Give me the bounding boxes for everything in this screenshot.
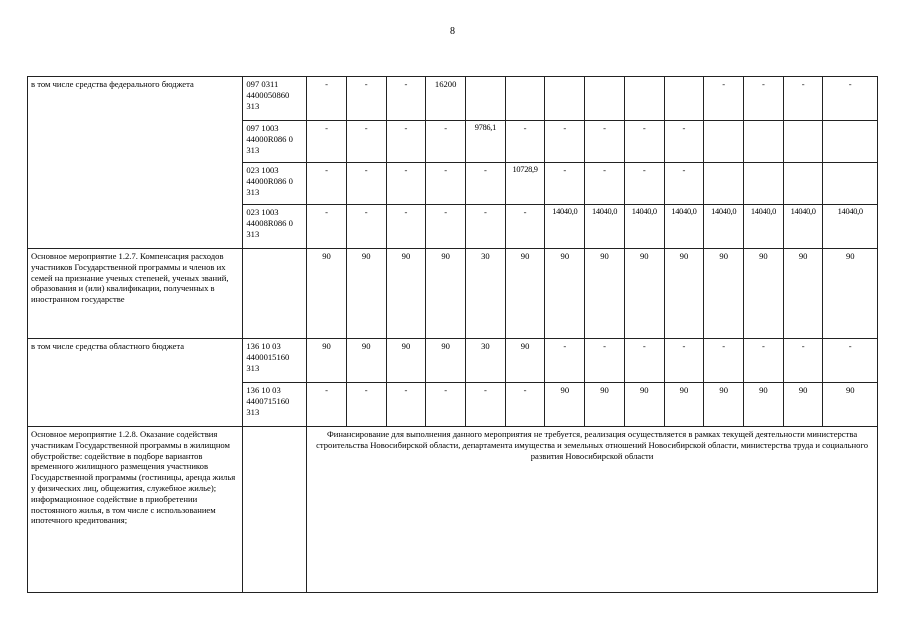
value-cell: 90 [545,249,585,339]
value-cell: 14040,0 [585,205,625,249]
value-cell: - [426,163,466,205]
value-cell: 90 [426,249,466,339]
value-cell: 90 [823,249,878,339]
page-number: 8 [450,26,455,37]
value-cell: - [346,205,386,249]
value-cell: - [346,163,386,205]
value-cell: 14040,0 [823,205,878,249]
value-cell: - [545,339,585,383]
value-cell: 90 [307,249,347,339]
value-cell: 90 [704,383,744,427]
value-cell: 90 [346,339,386,383]
value-cell [704,163,744,205]
value-cell: - [704,339,744,383]
value-cell: 90 [386,339,426,383]
row-label: Основное мероприятие 1.2.7. Компенсация расходов участников Государственной программы и членов их семей на признание ученых степеней, ученых званий, образования и (или) квалификации, полученных в иностранном государстве [28,249,243,339]
value-cell [585,77,625,121]
table-row [28,249,878,339]
value-cell: - [307,383,347,427]
value-cell: 14040,0 [704,205,744,249]
value-cell: - [624,163,664,205]
value-cell: - [664,339,704,383]
budget-code: 097 0311 4400050860 313 [243,77,307,121]
value-cell: - [505,383,545,427]
value-cell [664,77,704,121]
value-cell: - [624,121,664,163]
table-body [28,77,878,593]
row-label: в том числе средства федерального бюджета [28,77,243,249]
value-cell: 14040,0 [783,205,823,249]
value-cell [505,77,545,121]
value-cell: 90 [783,383,823,427]
value-cell: - [386,205,426,249]
value-cell: - [386,77,426,121]
value-cell: - [823,77,878,121]
value-cell: 90 [585,249,625,339]
value-cell: - [466,163,506,205]
value-cell: 90 [346,249,386,339]
value-cell: - [823,339,878,383]
value-cell: 90 [823,383,878,427]
value-cell: - [744,77,784,121]
value-cell: 14040,0 [545,205,585,249]
value-cell: - [585,163,625,205]
financing-note: Финансирование для выполнения данного мероприятия не требуется, реализация осуществляется в рамках текущей деятельности министерства строительства Новосибирской области, департамента имущества и земельных отношений Новосибирской области, министерства труда и социального развития Новосибирской области [307,427,878,593]
value-cell: 90 [744,383,784,427]
value-cell: - [466,205,506,249]
value-cell: 90 [664,383,704,427]
value-cell [823,163,878,205]
value-cell: - [426,383,466,427]
table-row [28,427,878,593]
value-cell: - [426,205,466,249]
value-cell: - [505,121,545,163]
value-cell: - [505,205,545,249]
value-cell: - [783,77,823,121]
value-cell: - [346,383,386,427]
value-cell: - [307,121,347,163]
budget-code: 023 1003 44008R086 0 313 [243,205,307,249]
row-label: в том числе средства областного бюджета [28,339,243,427]
value-cell: 90 [505,339,545,383]
value-cell [783,163,823,205]
value-cell: - [545,163,585,205]
budget-code: 136 10 03 4400715160 313 [243,383,307,427]
row-label: Основное мероприятие 1.2.8. Оказание содействия участникам Государственной программы в жилищном обустройстве: содействие в подборе вариантов временного жилищного размещения участников Государственной программы (гостиницы, аренда жилья у физических лиц, общежития, служебное жилье); информационное содействие в приобретении постоянного жилья, в том числе с использованием ипотечного кредитования; [28,427,243,593]
budget-code: 097 1003 44000R086 0 313 [243,121,307,163]
value-cell: 90 [704,249,744,339]
value-cell: - [307,77,347,121]
value-cell: 90 [783,249,823,339]
budget-table [27,76,878,593]
value-cell: 90 [505,249,545,339]
value-cell: 90 [386,249,426,339]
table-row [28,77,878,121]
value-cell [545,77,585,121]
value-cell: - [386,121,426,163]
budget-code: 136 10 03 4400015160 313 [243,339,307,383]
value-cell: - [426,121,466,163]
value-cell: - [307,163,347,205]
value-cell: - [466,383,506,427]
value-cell: - [704,77,744,121]
value-cell: 90 [426,339,466,383]
budget-code [243,427,307,593]
value-cell: 14040,0 [664,205,704,249]
value-cell: - [386,383,426,427]
value-cell: - [346,77,386,121]
value-cell: 16200 [426,77,466,121]
value-cell [466,77,506,121]
budget-code [243,249,307,339]
value-cell: 90 [664,249,704,339]
table-row [28,339,878,383]
value-cell: - [585,121,625,163]
value-cell [624,77,664,121]
value-cell: - [386,163,426,205]
value-cell: 30 [466,339,506,383]
value-cell: 14040,0 [744,205,784,249]
value-cell [783,121,823,163]
value-cell: 30 [466,249,506,339]
value-cell: - [744,339,784,383]
value-cell [744,163,784,205]
value-cell [704,121,744,163]
value-cell [744,121,784,163]
budget-code: 023 1003 44000R086 0 313 [243,163,307,205]
value-cell: - [346,121,386,163]
value-cell: 90 [624,383,664,427]
value-cell: - [783,339,823,383]
value-cell [823,121,878,163]
value-cell: - [545,121,585,163]
value-cell: - [624,339,664,383]
value-cell: 9786,1 [466,121,506,163]
value-cell: - [307,205,347,249]
value-cell: - [664,163,704,205]
value-cell: 14040,0 [624,205,664,249]
value-cell: - [585,339,625,383]
value-cell: 90 [545,383,585,427]
value-cell: - [664,121,704,163]
value-cell: 90 [624,249,664,339]
value-cell: 10728,9 [505,163,545,205]
value-cell: 90 [585,383,625,427]
value-cell: 90 [307,339,347,383]
value-cell: 90 [744,249,784,339]
